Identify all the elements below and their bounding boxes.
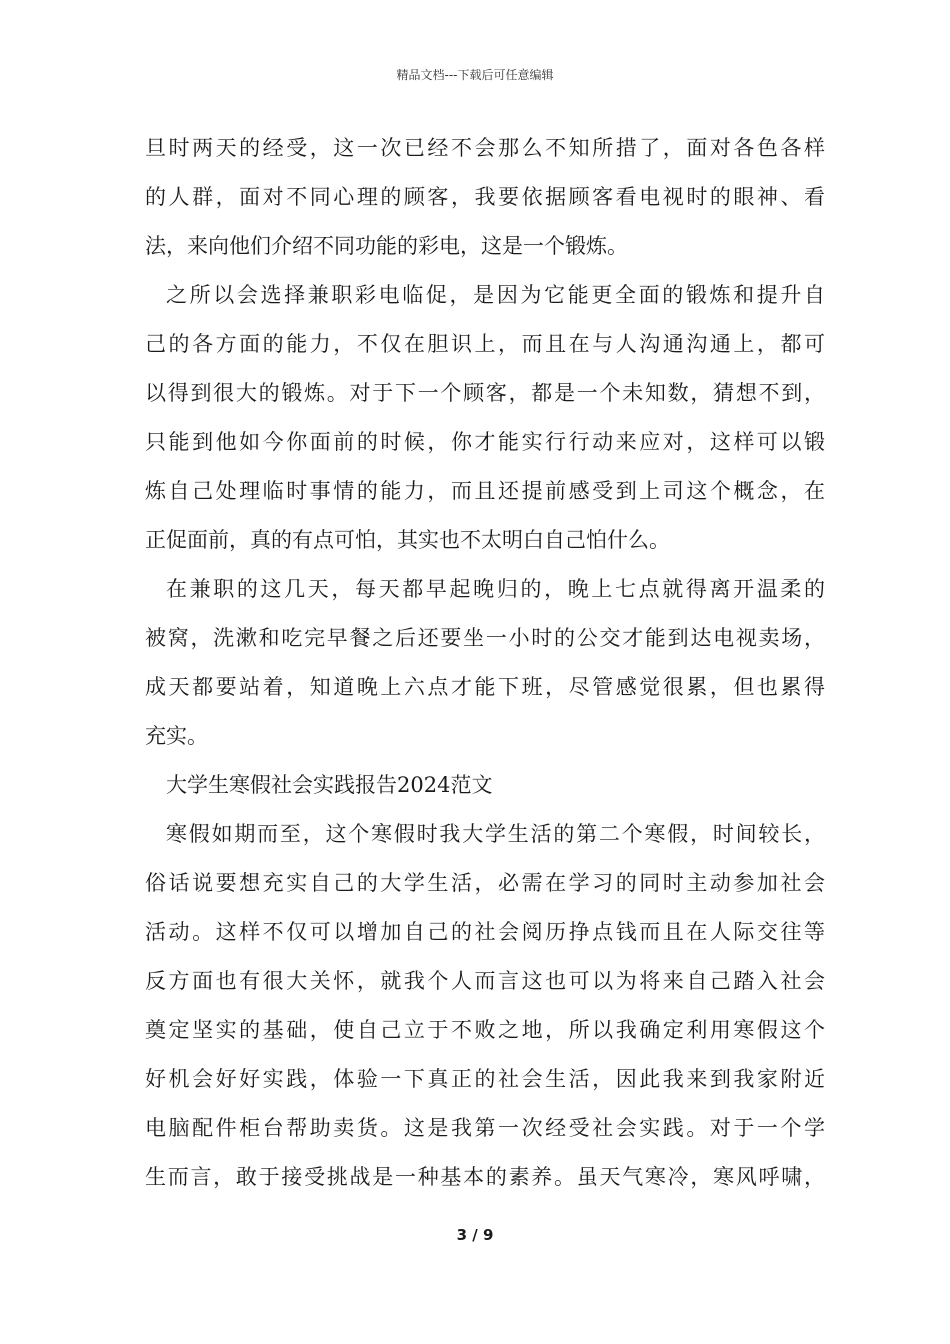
paragraph-line: 只能到他如今你面前的时候，你才能实行行动来应对，这样可以锻 — [145, 430, 825, 454]
paragraph-line: 好机会好好实践，体验一下真正的社会生活，因此我来到我家附近 — [145, 1067, 825, 1091]
paragraph-line: 旦时两天的经受，这一次已经不会那么不知所措了，面对各色各样 — [145, 136, 825, 160]
paragraph-line: 寒假如期而至，这个寒假时我大学生活的第二个寒假，时间较长， — [166, 822, 825, 846]
paragraph-line: 己的各方面的能力，不仅在胆识上，而且在与人沟通沟通上，都可 — [145, 332, 825, 356]
page-number: 3 / 9 — [456, 1226, 494, 1244]
section-title: 大学生寒假社会实践报告2024范文 — [166, 773, 493, 797]
paragraph-line: 奠定坚实的基础，使自己立于不败之地，所以我确定利用寒假这个 — [145, 1018, 825, 1042]
paragraph-line: 的人群，面对不同心理的顾客，我要依据顾客看电视时的眼神、看 — [145, 185, 825, 209]
paragraph-line: 俗话说要想充实自己的大学生活，必需在学习的同时主动参加社会 — [145, 871, 825, 895]
paragraph-line: 正促面前，真的有点可怕，其实也不太明白自己怕什么。 — [145, 528, 670, 552]
paragraph-line: 活动。这样不仅可以增加自己的社会阅历挣点钱而且在人际交往等 — [145, 920, 825, 944]
paragraph-line: 炼自己处理临时事情的能力，而且还提前感受到上司这个概念，在 — [145, 479, 825, 503]
paragraph-line: 成天都要站着，知道晚上六点才能下班，尽管感觉很累，但也累得 — [145, 675, 825, 699]
paragraph-line: 被窝，洗漱和吃完早餐之后还要坐一小时的公交才能到达电视卖场， — [145, 626, 825, 650]
paragraph-line: 法，来向他们介绍不同功能的彩电，这是一个锻炼。 — [145, 234, 628, 258]
paragraph-line: 生而言，敢于接受挑战是一种基本的素养。虽天气寒冷，寒风呼啸， — [145, 1165, 825, 1189]
paragraph-line: 以得到很大的锻炼。对于下一个顾客，都是一个未知数，猜想不到， — [145, 381, 825, 405]
paragraph-line: 之所以会选择兼职彩电临促，是因为它能更全面的锻炼和提升自 — [166, 283, 825, 307]
paragraph-line: 在兼职的这几天，每天都早起晚归的，晚上七点就得离开温柔的 — [166, 577, 825, 601]
page-header: 精品文档---下载后可任意编辑 — [396, 68, 554, 82]
document-body — [145, 128, 825, 1206]
paragraph-line: 充实。 — [145, 724, 208, 748]
paragraph-line: 电脑配件柜台帮助卖货。这是我第一次经受社会实践。对于一个学 — [145, 1116, 825, 1140]
paragraph-line: 反方面也有很大关怀，就我个人而言这也可以为将来自己踏入社会 — [145, 969, 825, 993]
